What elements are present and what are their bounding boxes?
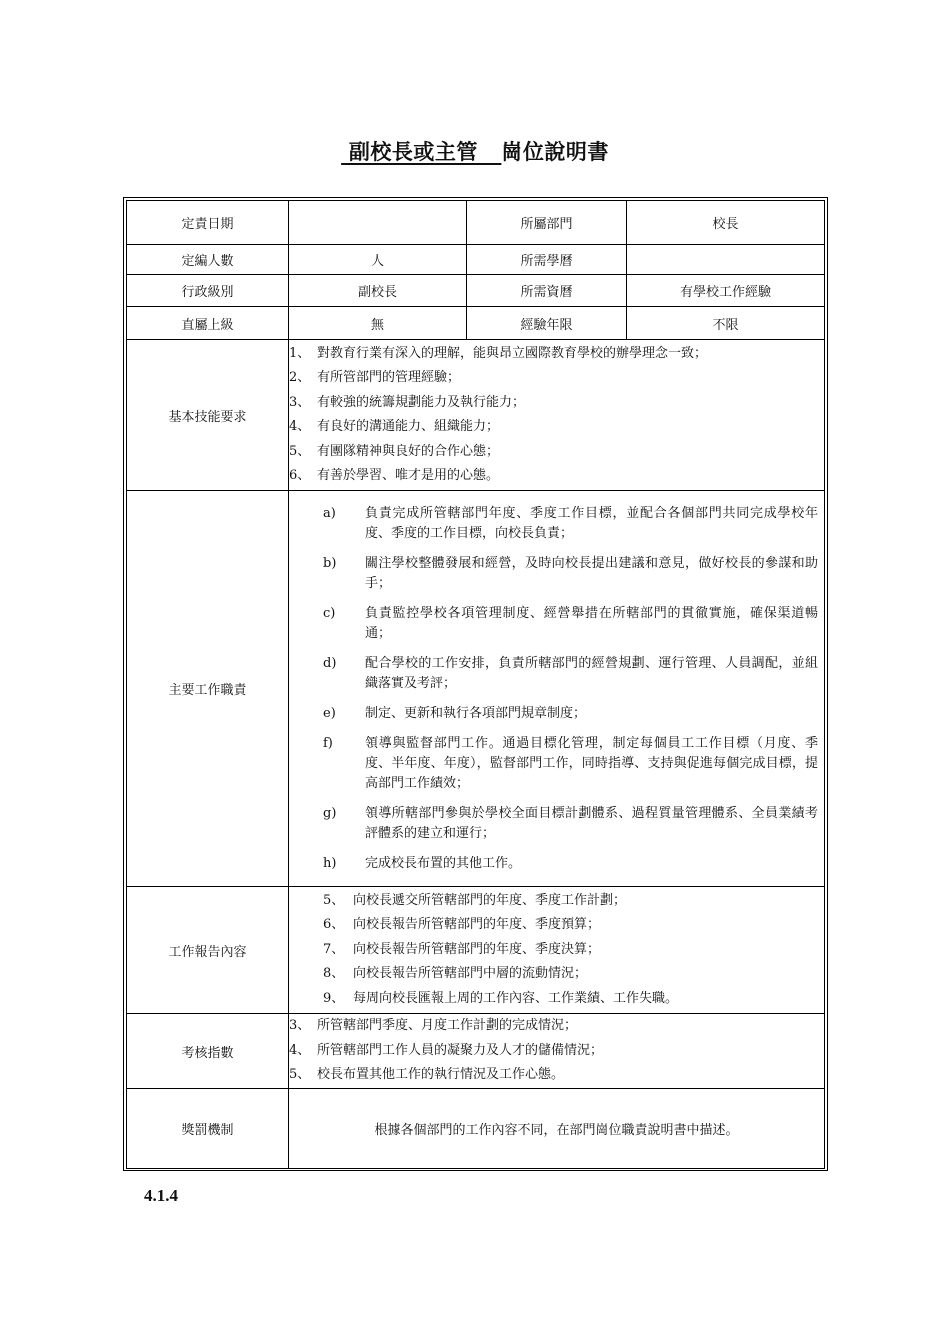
date-value: [289, 201, 467, 245]
table-row: [127, 1014, 825, 1089]
rank-label: 行政級別: [127, 275, 289, 307]
kpi-label: 考核指數: [127, 1014, 289, 1089]
table-row: [127, 887, 825, 1014]
table-row: [127, 340, 825, 491]
list-item: b) 關注學校整體發展和經營，及時向校長提出建議和意見，做好校長的參謀和助手；: [323, 555, 818, 591]
list-item: a) 負責完成所管轄部門年度、季度工作目標，並配合各個部門共同完成學校年度、季度的工作目標，向校長負責；: [323, 505, 818, 541]
list-item: d) 配合學校的工作安排，負責所轄部門的經營規劃、運行管理、人員調配，並組織落實及考評；: [323, 655, 818, 691]
education-label: 所需學曆: [467, 245, 627, 275]
kpi-list: [289, 1014, 816, 1088]
list-item: 3、 所管轄部門季度、月度工作計劃的完成情況；: [289, 1018, 578, 1034]
rank-value: 副校長: [289, 275, 467, 307]
table-row: [127, 245, 825, 275]
list-item: 2、 有所管部門的管理經驗；: [289, 370, 461, 385]
qualification-label: 所需資曆: [467, 275, 627, 307]
skills-label: 基本技能要求: [127, 340, 289, 491]
table-row: [127, 491, 825, 887]
list-item: 7、 向校長報告所管轄部門的年度、季度決算；: [323, 941, 601, 957]
superior-label: 直屬上級: [127, 307, 289, 340]
table-row: [127, 1089, 825, 1169]
skills-cell: [289, 340, 825, 491]
duties-cell: [289, 491, 825, 887]
staff-value: 人: [289, 245, 467, 275]
skills-list: [289, 342, 816, 489]
qualification-value: 有學校工作經驗: [627, 275, 825, 307]
report-list: [323, 889, 816, 1012]
list-item: 4、 有良好的溝通能力、組織能力；: [289, 419, 500, 434]
reward-text: 根據各個部門的工作內容不同，在部門崗位職責說明書中描述。: [289, 1089, 825, 1169]
table-row: [127, 307, 825, 340]
report-cell: [289, 887, 825, 1014]
staff-label: 定編人數: [127, 245, 289, 275]
list-item: h) 完成校長布置的其他工作。: [323, 855, 522, 871]
list-item: 5、 有團隊精神與良好的合作心態；: [289, 443, 500, 459]
list-item: f) 領導與監督部門工作。通過目標化管理，制定每個員工工作目標（月度、季度、半年度、年度），監督部門工作，同時指導、支持與促進每個完成目標，提高部門工作績效；: [323, 735, 818, 791]
education-value: [627, 245, 825, 275]
experience-years-label: 經驗年限: [467, 307, 627, 340]
report-label: 工作報告內容: [127, 887, 289, 1014]
reward-label: 獎罰機制: [127, 1089, 289, 1169]
list-item: c) 負責監控學校各項管理制度、經營舉措在所轄部門的貫徹實施，確保渠道暢通；: [323, 605, 818, 641]
title-position-name: 副校長或主管: [341, 139, 502, 164]
date-label: 定責日期: [127, 201, 289, 245]
dept-value: 校長: [627, 201, 825, 245]
list-item: 4、 所管轄部門工作人員的凝聚力及人才的儲備情況；: [289, 1042, 604, 1058]
list-item: 6、 向校長報告所管轄部門的年度、季度預算；: [323, 917, 601, 933]
list-item: 5、 向校長遞交所管轄部門的年度、季度工作計劃；: [323, 892, 627, 908]
duties-label: 主要工作職責: [127, 491, 289, 887]
job-description-table: [123, 197, 828, 1171]
superior-value: 無: [289, 307, 467, 340]
list-item: e) 制定、更新和執行各項部門規章制度；: [323, 705, 587, 721]
kpi-cell: [289, 1014, 825, 1089]
duties-list: [323, 504, 818, 874]
experience-years-value: 不限: [627, 307, 825, 340]
document-title: [0, 136, 950, 166]
list-item: 3、 有較強的統籌規劃能力及執行能力；: [289, 394, 526, 410]
list-item: 8、 向校長報告所管轄部門中層的流動情況；: [323, 966, 588, 982]
list-item: 6、 有善於學習、唯才是用的心態。: [289, 468, 500, 483]
table-row: [127, 201, 825, 245]
dept-label: 所屬部門: [467, 201, 627, 245]
list-item: 9、 每周向校長匯報上周的工作內容、工作業績、工作失職。: [323, 990, 679, 1006]
list-item: 5、 校長布置其他工作的執行情況及工作心態。: [289, 1067, 565, 1083]
table-row: [127, 275, 825, 307]
list-item: g) 領導所轄部門參與於學校全面目標計劃體系、過程質量管理體系、全員業績考評體系的建立和運行；: [323, 805, 818, 841]
list-item: 1、 對教育行業有深入的理解，能與昂立國際教育學校的辦學理念一致；: [289, 345, 708, 361]
title-suffix: 崗位說明書: [501, 139, 609, 164]
section-number: 4.1.4: [144, 1186, 178, 1205]
